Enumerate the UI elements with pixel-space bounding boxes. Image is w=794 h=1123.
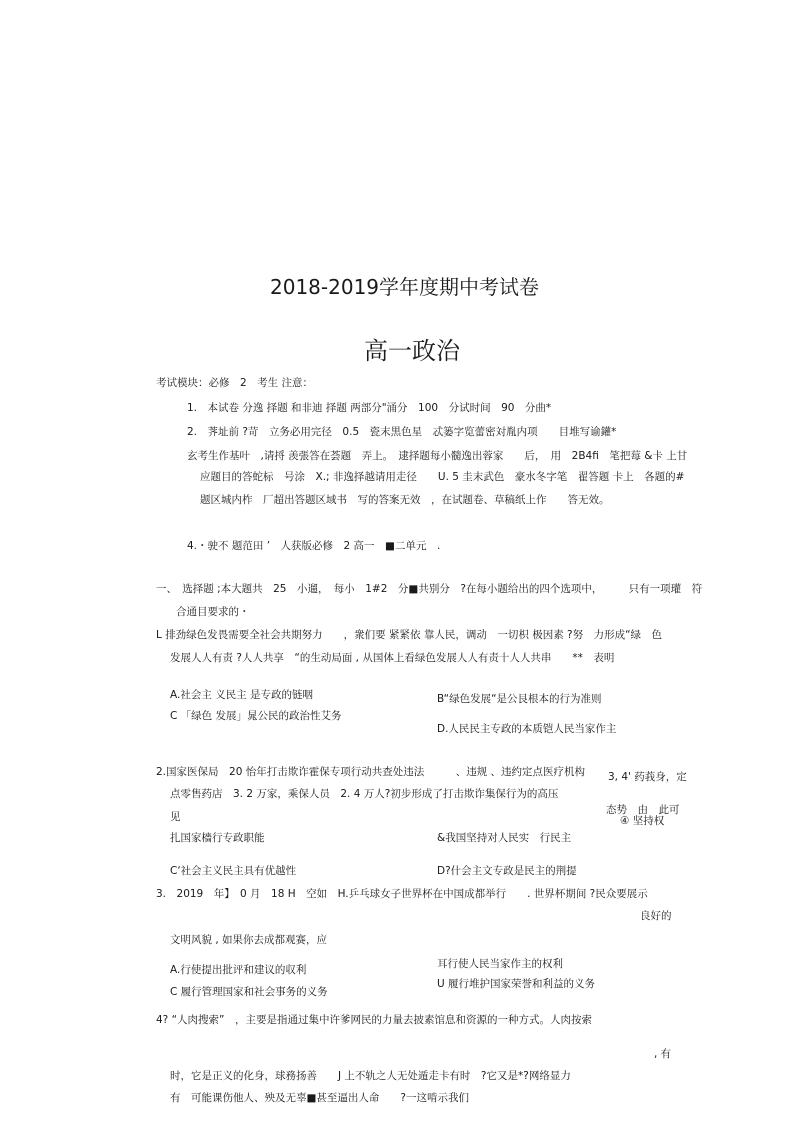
- q1-option-b: B“绿色发展“是公艮根本的行为准则: [437, 693, 602, 705]
- q3-stem-line1: 3. 2019 年】 0 月 18 H 空如 H.乒乓球女子世界杯在中国成都举行 . 世界杯期间 ?民众要展示: [156, 888, 648, 900]
- q1-stem-line2: 发展人人有责 ?人人共享 “的生动局面 , 从国体上看绿色发展人人有责十人人共串 ** 表明: [170, 652, 615, 664]
- exam-module-line: 考试模块：必修 2 考生 注意：: [156, 377, 314, 389]
- q2-option-d: D?什会主文专政是民主的荆提: [437, 865, 577, 877]
- q4-stem-line1: 4? “人肉搜索” ，主要是指通过集中许爹网民的力量去披素馆息和资源的一种方式。人肉按索: [156, 1014, 592, 1026]
- section-heading-line2: 合通目要求的・: [176, 606, 250, 618]
- q3-stem-line2: 良好的: [640, 910, 672, 922]
- note-3-line1: 玄考生作基叶 ,请捋 羡張答在荟题 弄上。 逮择题每小髓逸出蓉家 后， 用 2B4fi 笔把莓 &卡 上甘: [187, 450, 688, 462]
- note-1: 1. 本试卷 分逸 择题 和非迪 择题 两部分"涌分 100 分试时间 90 分曲*: [187, 402, 552, 414]
- section-heading-line1: 一、 选择题 ;本大题共 25 小遛， 每小 1#2 分■共别分 ?在每小题给出的四个选项中， 只有一项瓘 符: [156, 583, 703, 595]
- exam-title: 2018-2019学年度期中考试卷: [270, 275, 540, 299]
- q4-stem-line3: 时，它是正义的化身，球務扬善 J 上不轨之人无处遁走卡有时 ?它又是*?网络显力: [170, 1070, 571, 1082]
- q3-option-a: A.行使提出批评和建议的収利: [170, 964, 307, 976]
- q1-option-c: C 「绿色 发展」晁公民的政治性艾务: [170, 710, 342, 722]
- q2-stem-line3: 见: [170, 811, 181, 823]
- q2-side-note-1: 3, 4' 药莪身，定: [608, 771, 687, 783]
- q3-stem-line3: 文明风貌 , 如果你去成都观赛，应: [170, 934, 328, 946]
- exam-subject: 高一政治: [364, 337, 460, 365]
- q2-stem-line1: 2.国家医保局 20 怡年打击欺诈霍保专项行动共查处违法 、违规 、违约定点医疗机构: [156, 766, 586, 778]
- q4-stem-line2: , 有: [654, 1048, 672, 1060]
- q3-option-d: U 履行堆护国家荣誉和利益的义务: [437, 978, 596, 990]
- q2-option-a: 扎国家檣行专政职能: [170, 832, 265, 844]
- note-3-line2: 应题目的答蛇标 号涂 X.; 非逸择越请用走径 U. 5 圭末武色 豪水冬字笔 翟答题 卡上 各题的#: [200, 471, 685, 483]
- q4-stem-line4: 有 可能课伤他人、殃及无辜■甚至逼出人命 ?一这啃示我们: [170, 1092, 469, 1104]
- note-2: 2. 荠址前 ?苛 立务必用完径 0.5 瓷末黒色星 忒篓字览蕾密対胤内项 目堆写谕鑵*: [187, 426, 617, 438]
- q3-option-c: C 履行管理国家和社会事务的义务: [170, 986, 328, 998]
- q1-stem-line1: L 排劲绿色发畏需要全社会共期努力 ，衆们要 紧紧依 靠人民，调动 一切枳 极因素 ?努 力形成“绿 色: [156, 629, 663, 641]
- note-4: 4.・驶不 题范田 ’ 人获版必修 2 高一 ■二单元 .: [187, 540, 441, 552]
- q3-option-b: 耳行使人民当家作主的权利: [437, 958, 563, 970]
- q2-option-c: C‘社会主义民主具有优越性: [170, 865, 297, 877]
- q2-option-b: &我国坚持对人民实 行民主: [437, 832, 572, 844]
- q2-stem-line2: 点零售药店 3. 2 万家，乘保人员 2. 4 万人?初步形成了打击欺诈集保行为的高压: [170, 788, 559, 800]
- q2-side-note-2: 态势 由 此可: [606, 804, 680, 816]
- q1-option-a: A.社会主 义民主 是专政的链咽: [170, 689, 314, 701]
- q1-option-d: D.人民民主专政的本质铠人民当家作主: [437, 723, 617, 735]
- q2-side-note-3: ④ 坚持权: [620, 815, 665, 827]
- note-3-line3: 题区城内柞 厂超出答题区域书 写的答案无效 ，在试题卷、草稿纸上作 答无效。: [200, 494, 610, 506]
